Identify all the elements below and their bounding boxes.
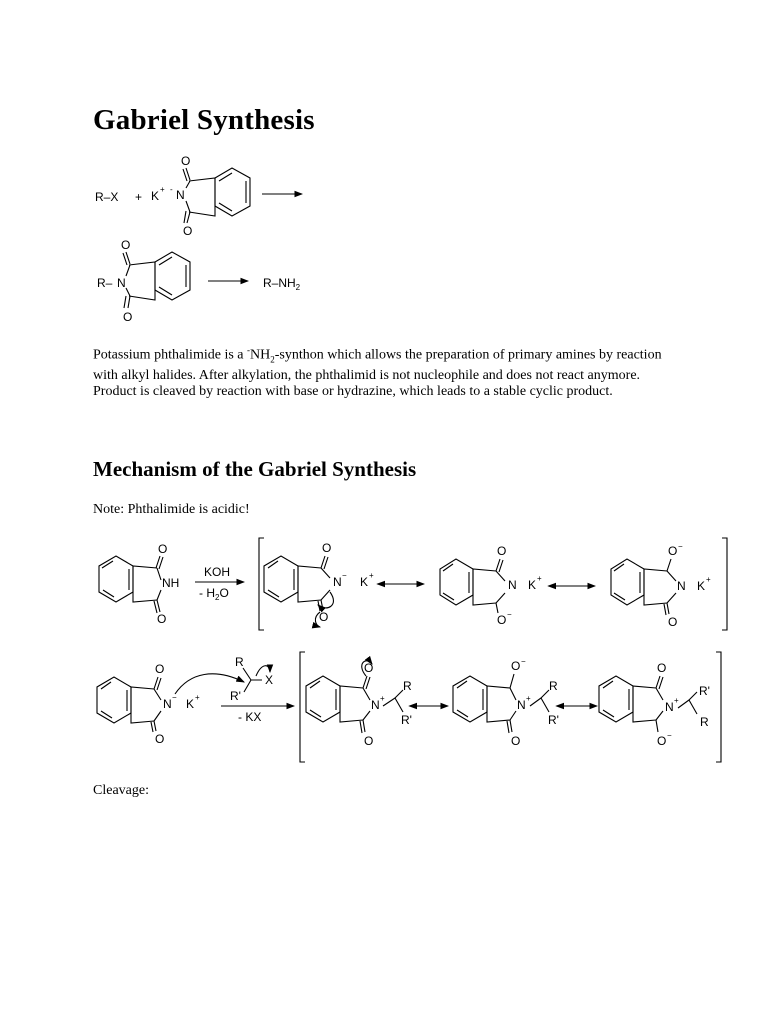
nitrogen-label: N	[333, 575, 342, 589]
oxygen-label: O	[322, 541, 332, 555]
nitrogen-label: N	[677, 579, 686, 593]
mechanism-alkylation	[97, 652, 721, 762]
oxygen-label: O	[364, 661, 374, 675]
potassium-label: K	[151, 189, 160, 203]
nitrogen-charge: -	[170, 185, 173, 194]
oxygen-label: O	[657, 661, 667, 675]
oxygen-label: O	[668, 615, 678, 629]
oxygen-top-label: O	[121, 238, 131, 252]
potassium-phthalimide-structure	[176, 154, 250, 238]
charge-label: −	[507, 610, 512, 619]
n-alkyl-resonance-2	[453, 657, 559, 748]
charge-label: −	[172, 693, 177, 702]
charge-label: −	[678, 542, 683, 551]
nitrogen-label: N	[517, 698, 526, 712]
charge-label: −	[342, 571, 347, 580]
n-alkyl-resonance-3	[599, 661, 710, 748]
nitrogen-label: N	[163, 697, 172, 711]
scheme-step-1	[95, 154, 302, 238]
potassium-charge: +	[195, 693, 200, 702]
potassium-label: K	[186, 697, 195, 711]
charge-label: −	[521, 657, 526, 666]
primary-amine-label: $R-NH_2$	[263, 276, 301, 292]
nitrogen-label: N	[508, 578, 517, 592]
bracket-left	[300, 652, 305, 762]
n-alkyl-resonance-1	[306, 661, 412, 748]
water-loss-label: - $H_2O$	[199, 586, 229, 602]
resonance-structure-2	[440, 544, 542, 627]
nh-label: NH	[162, 576, 180, 590]
oxygen-label: O	[155, 732, 165, 746]
phthalimide-structure	[99, 542, 179, 626]
oxygen-bottom-label: O	[183, 224, 193, 238]
oxygen-label: O	[497, 613, 507, 627]
resonance-structure-3	[611, 542, 711, 629]
cleavage-label: Cleavage:	[93, 783, 149, 798]
potassium-label: K	[528, 578, 537, 592]
alkyl-halide-label: R–X	[95, 190, 119, 204]
charge-label: +	[380, 694, 385, 703]
charge-label: +	[674, 696, 679, 705]
oxygen-top-label: O	[181, 154, 191, 168]
acidity-note: Note: Phthalimide is acidic!	[93, 502, 250, 517]
mechanism-deprotonation	[99, 538, 727, 630]
potassium-label: K	[360, 575, 369, 589]
oxygen-label: O	[364, 734, 374, 748]
potassium-charge: +	[369, 571, 374, 580]
potassium-label: K	[697, 579, 706, 593]
r-prime-label: R'	[548, 713, 559, 727]
nitrogen-label: N	[117, 276, 126, 290]
plus-sign: +	[135, 190, 143, 204]
kx-loss-label: - KX	[238, 710, 262, 724]
r-group-label: R	[235, 655, 244, 669]
oxygen-label: O	[319, 610, 329, 624]
oxygen-label: O	[668, 544, 678, 558]
scheme-step-2	[97, 238, 301, 324]
r-group-label: R	[700, 715, 709, 729]
potassium-charge: +	[537, 574, 542, 583]
mechanism-heading: Mechanism of the Gabriel Synthesis	[93, 457, 417, 481]
r-prime-label: R'	[230, 689, 241, 703]
charge-label: −	[667, 731, 672, 740]
page-title: Gabriel Synthesis	[93, 104, 315, 136]
oxygen-label: O	[158, 542, 168, 556]
substituent-label: R–	[97, 276, 113, 290]
potassium-charge: +	[706, 575, 711, 584]
r-prime-label: R'	[401, 713, 412, 727]
oxygen-bottom-label: O	[123, 310, 133, 324]
resonance-structure-1	[264, 541, 374, 627]
bracket-right	[716, 652, 721, 762]
r-group-label: R	[403, 679, 412, 693]
koh-reagent: KOH	[204, 565, 231, 579]
oxygen-label: O	[511, 734, 521, 748]
charge-label: +	[526, 694, 531, 703]
r-prime-label: R'	[699, 684, 710, 698]
oxygen-label: O	[511, 659, 521, 673]
bracket-left	[259, 538, 264, 630]
nitrogen-label: N	[176, 188, 185, 202]
potassium-charge: +	[160, 185, 165, 194]
halide-label: X	[265, 673, 274, 687]
bracket-right	[722, 538, 727, 630]
r-group-label: R	[549, 679, 558, 693]
description-paragraph: Potassium phthalimide is a $^-NH_2$-synthon which allows the preparation of primary amines by reaction with alkyl halides. After alkylation, the phthalimid is not nucleophile and does not react anymore. Product is cleaved by reaction with base or hydrazine, which leads to a stable cyclic product.	[93, 345, 662, 400]
phthalimide-anion-structure	[97, 662, 200, 746]
oxygen-label: O	[157, 612, 167, 626]
nitrogen-label: N	[665, 700, 674, 714]
oxygen-label: O	[497, 544, 507, 558]
oxygen-label: O	[657, 734, 667, 748]
oxygen-label: O	[155, 662, 165, 676]
nitrogen-label: N	[371, 698, 380, 712]
